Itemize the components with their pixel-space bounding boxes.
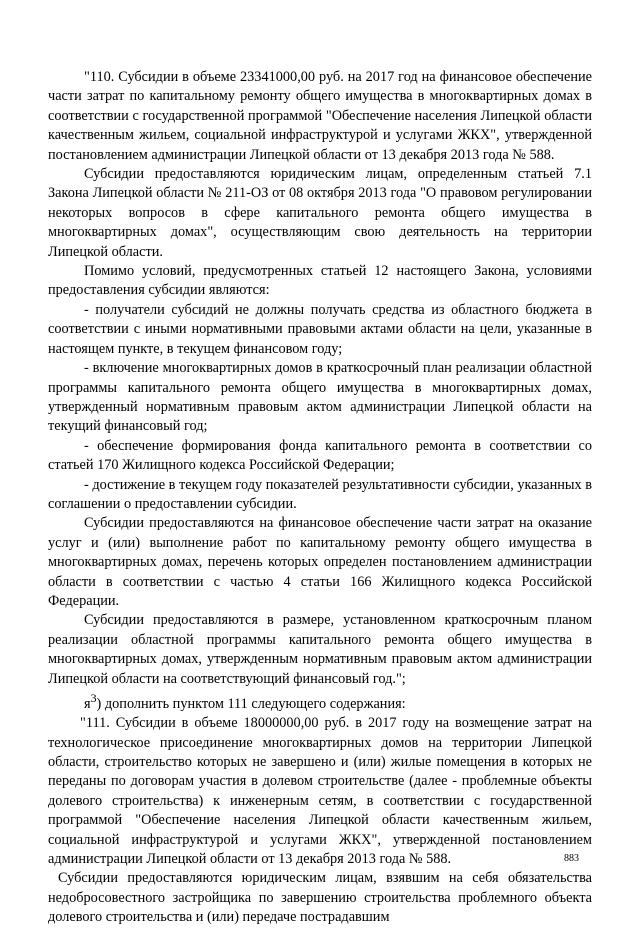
paragraph-amount: Субсидии предоставляются в размере, установленном краткосрочным планом реализации областной программы капитального ремонта общего имущества в многоквартирных домах, утвержденным нормативным правовым актом администрации Липецкой области на соответствующий финансовый год."; [48, 612, 592, 687]
amend-text: ) дополнить пунктом 111 следующего содержания: [96, 695, 406, 712]
paragraph-111: "111. Субсидии в объеме 18000000,00 руб. в 2017 году на возмещение затрат на технологическое присоединение многоквартирных домов на территории Липецкой области, строительство которых не завершено и (или) жилые помещения в которых не переданы по договорам участия в долевом строительстве (далее - проблемные объекты долевого строительства) к инженерным сетям, в соответствии с государственной программой "Обеспечение населения Липецкой области качественным жильем, социальной инфраструктурой и услугами ЖКХ", утвержденной постановлением администрации Липецкой области от 13 декабря 2013 года № 588. [48, 715, 592, 868]
paragraph-purpose: Субсидии предоставляются на финансовое обеспечение части затрат на оказание услуг и (или) выполнение работ по капитальному ремонту общего имущества в многоквартирных домах, перечень которых определен постановлением администрации области в соответствии с частью 4 статьи 166 Жилищного кодекса Российской Федерации. [48, 515, 592, 609]
condition-item: - обеспечение формирования фонда капитального ремонта в соответствии со статьей 170 Жилищного кодекса Российской Федерации; [48, 437, 592, 474]
condition-item: - получатели субсидий не должны получать средства из областного бюджета в соответствии с иными нормативными правовыми актами области на цели, указанные в настоящем пункте, в текущем финансовом году; [48, 301, 592, 357]
paragraph-111-recipients: Субсидии предоставляются юридическим лицам, взявшим на себя обязательства недобросовестного застройщика по завершению строительства проблемного объекта долевого строительства и (или) передаче пострадавшим [48, 870, 592, 926]
page-number: 883 [564, 853, 579, 864]
paragraph-conditions: Помимо условий, предусмотренных статьей 12 настоящего Закона, условиями предоставления субсидии являются: [48, 263, 592, 299]
amendment-line [48, 689, 592, 714]
amend-superscript: 3 [90, 691, 97, 705]
condition-item: - достижение в текущем году показателей результативности субсидии, указанных в соглашении о предоставлении субсидии. [48, 476, 592, 512]
amend-prefix: я [84, 695, 91, 712]
paragraph-110: "110. Субсидии в объеме 23341000,00 руб. на 2017 год на финансовое обеспечение части затрат по капитальному ремонту общего имущества в многоквартирных домах в соответствии с государственной программой "Обеспечение населения Липецкой области качественным жильем, социальной инфраструктурой и услугами ЖКХ", утвержденной постановлением администрации Липецкой области от 13 декабря 2013 года № 588. [48, 69, 592, 163]
condition-item: - включение многоквартирных домов в краткосрочный план реализации областной программы капитального ремонта общего имущества в многоквартирных домах, утвержденный нормативным правовым актом администрации Липецкой области на текущий финансовый год; [48, 360, 592, 435]
document-body [48, 68, 592, 928]
paragraph-recipients: Субсидии предоставляются юридическим лицам, определенным статьей 7.1 Закона Липецкой области № 211-ОЗ от 08 октября 2013 года "О правовом регулировании некоторых вопросов в сфере капитального ремонта общего имущества в многоквартирных домах", осуществляющим свою деятельность на территории Липецкой области. [48, 166, 592, 260]
